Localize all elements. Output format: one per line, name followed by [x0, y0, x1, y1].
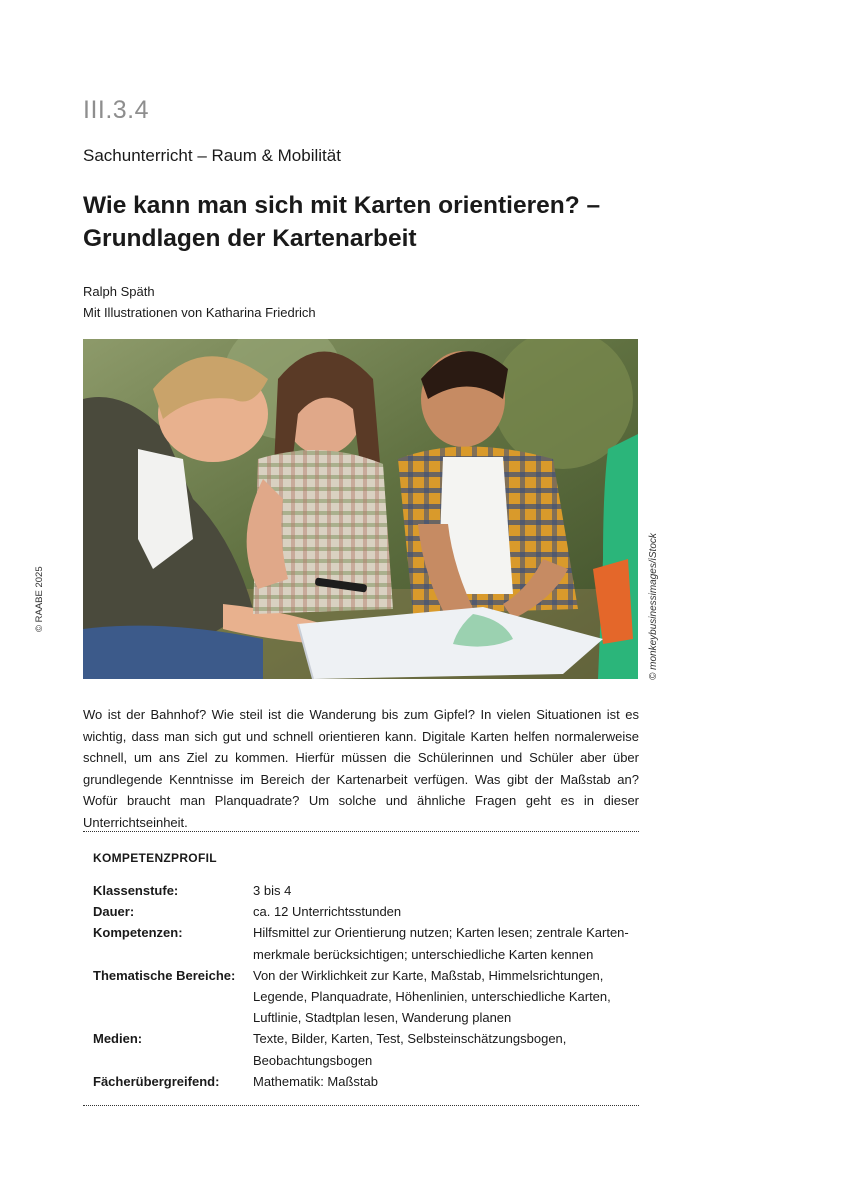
profile-label: Kompetenzen:: [93, 925, 183, 941]
profile-value-line: merkmale berücksichtigen; unterschiedliche Karten kennen: [253, 946, 594, 962]
title-line: Grundlagen der Kartenarbeit: [83, 225, 417, 252]
profile-row-competences: [93, 922, 633, 964]
profile-label: Dauer:: [93, 904, 135, 920]
profile-row-grade: [93, 880, 633, 901]
competence-profile-heading: KOMPETENZPROFIL: [93, 851, 217, 865]
photo-credit-text: © monkeybusinessimages/iStock: [648, 533, 659, 680]
profile-value-line: Beobachtungsbogen: [253, 1052, 373, 1068]
title-line: Wie kann man sich mit Karten orientieren? –: [83, 192, 601, 219]
page-title: [83, 189, 683, 255]
profile-value-line: Luftlinie, Stadtplan lesen, Wanderung planen: [253, 1010, 512, 1026]
profile-label: Klassenstufe:: [93, 883, 179, 898]
copyright-note: [33, 560, 49, 632]
profile-label: Medien:: [93, 1031, 143, 1047]
profile-value-line: 3 bis 4: [253, 883, 292, 898]
children-reading-map-photo: [83, 339, 638, 679]
profile-value-line: Legende, Planquadrate, Höhenlinien, unterschiedliche Karten,: [253, 989, 611, 1005]
profile-value-line: Hilfsmittel zur Orientierung nutzen; Karten lesen; zentrale Karten-: [253, 925, 629, 941]
profile-row-cross-curricular: [93, 1071, 633, 1092]
profile-value: [253, 965, 633, 1029]
profile-value-line: ca. 12 Unterrichtsstunden: [253, 904, 402, 920]
illustrator-credit: Mit Illustrationen von Katharina Friedrich: [83, 305, 316, 320]
profile-value: [253, 901, 633, 922]
profile-value-line: Mathematik: Maßstab: [253, 1073, 378, 1089]
profile-row-duration: [93, 901, 633, 922]
profile-value: [253, 880, 633, 901]
copyright-text: © RAABE 2025: [34, 566, 45, 632]
subject-line: Sachunterricht – Raum & Mobilität: [83, 146, 341, 165]
profile-row-topics: [93, 965, 633, 1029]
profile-value-line: Von der Wirklichkeit zur Karte, Maßstab, Himmelsrichtungen,: [253, 967, 604, 983]
author-block: [83, 281, 316, 323]
photo-credit: [645, 530, 665, 680]
competence-profile-table: [93, 880, 633, 1092]
profile-value-line: Texte, Bilder, Karten, Test, Selbsteinschätzungsbogen,: [253, 1031, 567, 1047]
photo-illustration: [83, 339, 638, 679]
section-number: III.3.4: [83, 96, 150, 124]
intro-paragraph: Wo ist der Bahnhof? Wie steil ist die Wanderung bis zum Gipfel? In vielen Situationen ist es wichtig, dass man sich gut und schnell orientieren kann. Digitale Karten helfen normalerweise schnell, um ans Ziel zu kommen. Hierfür müssen die Schülerinnen und Schüler aber über grundlegende Kenntnisse im Bereich der Kartenarbeit verfügen. Was gibt der Maßstab an? Wofür braucht man Planquadrate? Um solche und ähnliche Fragen geht es in dieser Unterrichtseinheit.: [83, 707, 639, 830]
dotted-divider-bottom: [83, 1105, 639, 1106]
profile-label: Fächerübergreifend:: [93, 1073, 220, 1089]
author-name: Ralph Späth: [83, 284, 155, 299]
dotted-divider-top: [83, 831, 639, 832]
profile-value: [253, 1071, 633, 1092]
profile-row-media: [93, 1028, 633, 1070]
profile-label: Thematische Bereiche:: [93, 967, 236, 983]
profile-value: [253, 922, 633, 964]
profile-value: [253, 1028, 633, 1070]
